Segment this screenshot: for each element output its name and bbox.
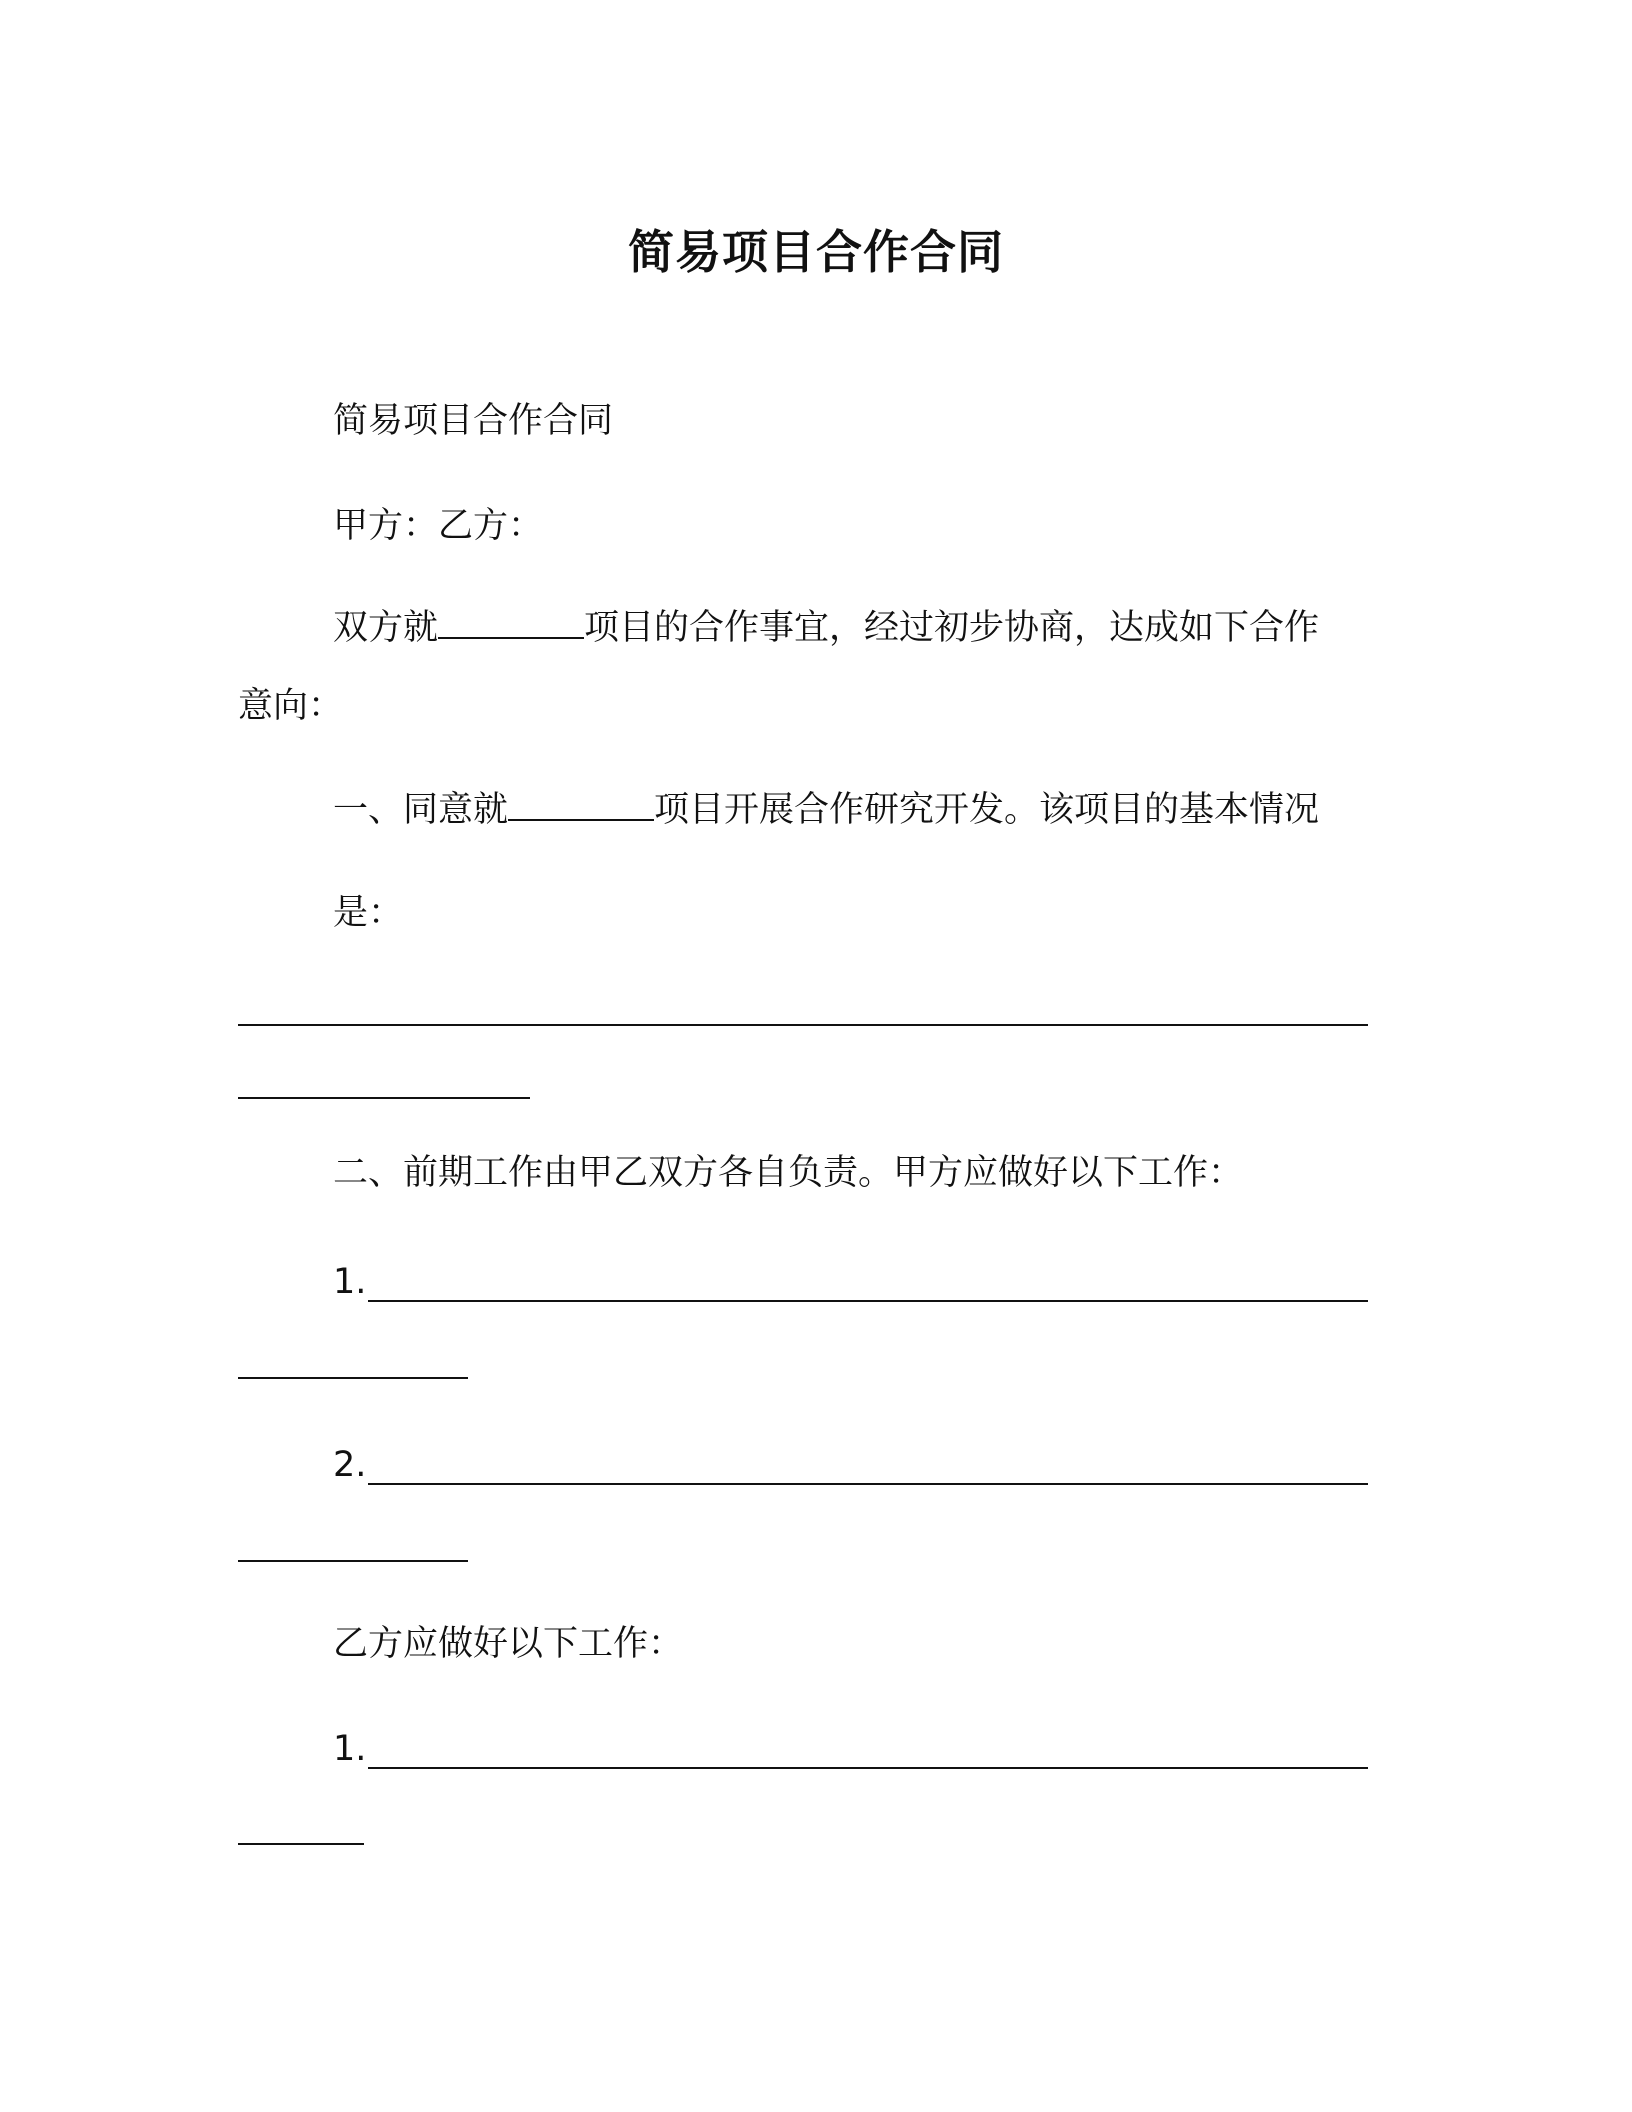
party-a-item-1 — [333, 1257, 366, 1307]
intro-paragraph-line1 — [333, 603, 1319, 653]
party-b-item-1-blank-line1 — [368, 1767, 1368, 1769]
party-a-item-1-blank-line1 — [368, 1300, 1368, 1302]
clause-1-line1 — [333, 785, 1319, 835]
parties-line: 甲方：乙方： — [333, 506, 544, 546]
project-details-blank-line1 — [238, 1024, 1368, 1026]
project-name-blank — [438, 603, 584, 639]
party-a-item-2-number: 2. — [333, 1445, 367, 1485]
party-a-item-1-number: 1. — [333, 1262, 367, 1302]
intro-text-b: 项目的合作事宜，经过初步协商，达成如下合作 — [584, 608, 1320, 648]
intro-paragraph-line2: 意向： — [238, 686, 344, 726]
clause-1-project-blank — [508, 785, 654, 821]
party-b-item-1-blank-line2 — [238, 1843, 364, 1845]
clause-1-text-b: 项目开展合作研究开发。该项目的基本情况 — [654, 790, 1320, 830]
project-details-blank-line2 — [238, 1097, 530, 1099]
clause-1-line2: 是： — [333, 893, 404, 933]
party-a-item-2-blank-line1 — [368, 1483, 1368, 1485]
party-b-item-1 — [333, 1724, 366, 1774]
party-a-item-1-blank-line2 — [238, 1377, 468, 1379]
document-subtitle: 简易项目合作合同 — [333, 401, 614, 441]
party-b-item-1-number: 1. — [333, 1729, 367, 1769]
intro-text-a: 双方就 — [333, 608, 439, 648]
party-b-heading: 乙方应做好以下工作： — [333, 1624, 684, 1664]
party-a-item-2-blank-line2 — [238, 1560, 468, 1562]
clause-2-line: 二、前期工作由甲乙双方各自负责。甲方应做好以下工作： — [333, 1153, 1244, 1193]
clause-1-text-a: 一、同意就 — [333, 790, 509, 830]
document-title: 简易项目合作合同 — [628, 225, 1004, 279]
party-a-item-2 — [333, 1440, 366, 1490]
